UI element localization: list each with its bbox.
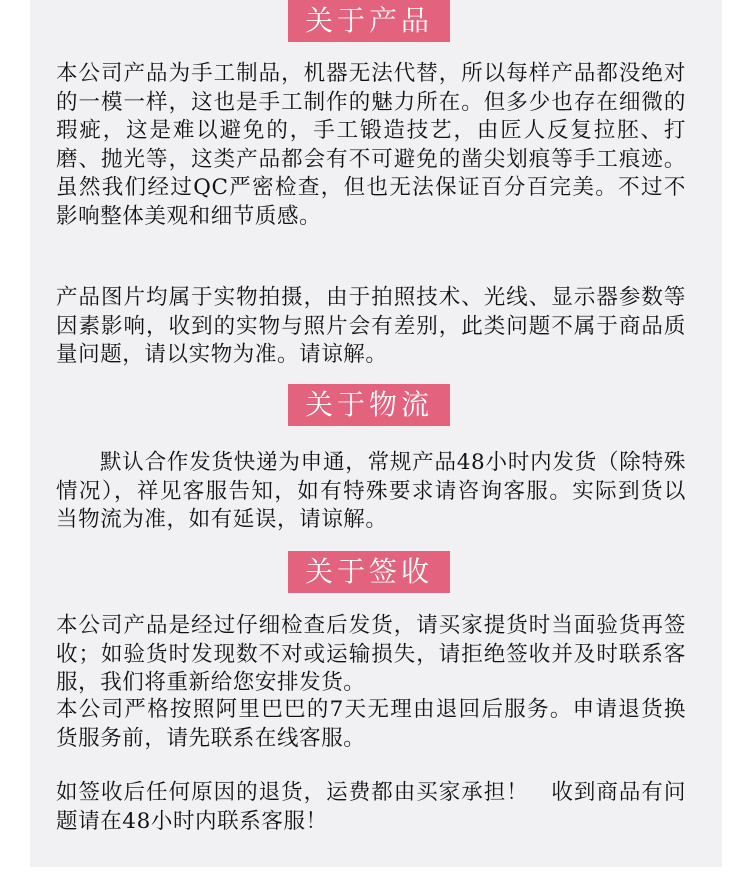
product-paragraph-photos: 产品图片均属于实物拍摄，由于拍照技术、光线、显示器参数等因素影响，收到的实物与照片会有差别，此类问题不属于商品质量问题，请以实物为准。请谅解。 bbox=[56, 285, 686, 367]
product-paragraph-quality: 本公司产品为手工制品，机器无法代替，所以每样产品都没绝对的一模一样，这也是手工制作的魅力所在。但多少也存在细微的瑕疵，这是难以避免的，手工锻造技艺，由匠人反复拉胚、打磨、抛光等，这类产品都会有不可避免的凿尖划痕等手工痕迹。虽然我们经过QC严密检查，但也无法保证百分百完美。不过不影响整体美观和细节质感。 bbox=[56, 61, 686, 229]
logistics-paragraph: 默认合作发货快递为申通，常规产品48小时内发货（除特殊情况），祥见客服告知，如有特殊要求请咨询客服。实际到货以当物流为准，如有延误，请谅解。 bbox=[56, 450, 686, 532]
receipt-paragraph-inspection: 本公司产品是经过仔细检查后发货，请买家提货时当面验货再签收；如验货时发现数不对或运输损失，请拒绝签收并及时联系客服，我们将重新给您安排发货。 bbox=[56, 613, 686, 695]
section-title-product: 关于产品 bbox=[288, 0, 450, 42]
section-title-logistics: 关于物流 bbox=[288, 384, 450, 426]
section-title-receipt: 关于签收 bbox=[288, 551, 450, 593]
receipt-paragraph-return-policy: 本公司严格按照阿里巴巴的7天无理由退回后服务。申请退货换货服务前，请先联系在线客服。 bbox=[56, 697, 686, 751]
receipt-paragraph-shipping-cost: 如签收后任何原因的退货，运费都由买家承担！ 收到商品有问题请在48小时内联系客服！ bbox=[56, 780, 686, 834]
